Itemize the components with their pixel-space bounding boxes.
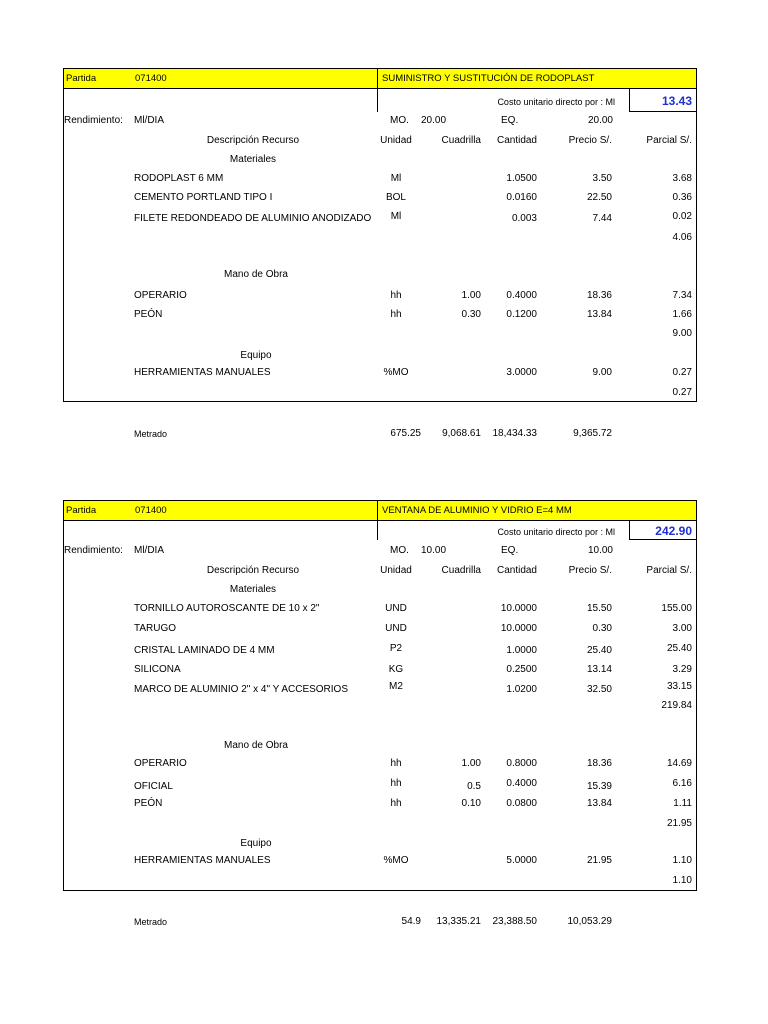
equipo-total: 0.27	[672, 387, 692, 398]
row-desc: CRISTAL LAMINADO DE 4 MM	[134, 645, 275, 656]
row-desc: PEÓN	[134, 309, 163, 320]
header-cantidad: Cantidad	[496, 565, 537, 576]
mano-total: 21.95	[666, 818, 692, 829]
partida-header	[63, 68, 697, 89]
row-cant: 0.4000	[506, 290, 537, 301]
costo-label: Costo unitario directo por : Ml	[497, 97, 615, 107]
row-precio: 18.36	[586, 758, 612, 769]
row-precio: 0.30	[592, 623, 612, 634]
header-precio: Precio S/.	[568, 565, 612, 576]
partida-body	[63, 521, 697, 891]
row-desc: CEMENTO PORTLAND TIPO I	[134, 192, 273, 203]
partida-title: SUMINISTRO Y SUSTITUCIÓN DE RODOPLAST	[382, 73, 595, 84]
row-desc: HERRAMIENTAS MANUALES	[134, 367, 271, 378]
equipo-total: 1.10	[672, 875, 692, 886]
metrado-value-4: 10,053.29	[567, 916, 612, 927]
row-cant: 1.0000	[506, 645, 537, 656]
metrado-value-2: 13,335.21	[436, 916, 481, 927]
row-unit: hh	[390, 778, 402, 789]
metrado-value-2: 9,068.61	[442, 428, 481, 439]
row-precio: 9.00	[592, 367, 612, 378]
row-cant: 10.0000	[500, 603, 537, 614]
row-desc: MARCO DE ALUMINIO 2" x 4" Y ACCESORIOS	[134, 684, 349, 695]
rendimiento-unit: Ml/DIA	[134, 545, 164, 556]
costo-value: 242.90	[655, 524, 692, 538]
row-unit: %MO	[383, 855, 409, 866]
row-parcial: 14.69	[666, 758, 692, 769]
section-materiales: Materiales	[229, 584, 277, 595]
row-precio: 15.50	[586, 603, 612, 614]
partida-code: 071400	[135, 73, 167, 84]
row-precio: 21.95	[586, 855, 612, 866]
row-desc: HERRAMIENTAS MANUALES	[134, 855, 271, 866]
header-parcial: Parcial S/.	[646, 565, 692, 576]
row-parcial: 3.68	[672, 173, 692, 184]
row-precio: 15.39	[586, 781, 612, 792]
row-cant: 1.0500	[506, 173, 537, 184]
row-cant: 0.1200	[506, 309, 537, 320]
row-cant: 10.0000	[500, 623, 537, 634]
row-parcial: 7.34	[672, 290, 692, 301]
header-unidad: Unidad	[380, 565, 412, 576]
metrado-label: Metrado	[134, 917, 168, 927]
row-cuad: 0.30	[461, 309, 481, 320]
row-precio: 13.84	[586, 309, 612, 320]
row-unit: BOL	[385, 192, 406, 203]
row-cant: 0.2500	[506, 664, 537, 675]
eq-value: 20.00	[587, 115, 613, 126]
row-unit: Ml	[390, 211, 402, 222]
header-cuadrilla: Cuadrilla	[441, 565, 481, 576]
mo-label: MO.	[390, 115, 409, 126]
section-materiales: Materiales	[229, 154, 277, 165]
materiales-total: 4.06	[672, 232, 692, 243]
header-descripcion: Descripción Recurso	[206, 135, 300, 146]
section-mano-de-obra: Mano de Obra	[224, 269, 288, 280]
header-parcial: Parcial S/.	[646, 135, 692, 146]
row-precio: 13.14	[586, 664, 612, 675]
mo-value: 10.00	[421, 545, 447, 556]
section-equipo: Equipo	[240, 350, 272, 361]
row-desc: OPERARIO	[134, 758, 187, 769]
row-parcial: 1.66	[672, 309, 692, 320]
eq-label: EQ.	[501, 115, 519, 126]
header-descripcion: Descripción Recurso	[206, 565, 300, 576]
metrado-value-3: 18,434.33	[492, 428, 537, 439]
partida-header	[63, 500, 697, 521]
row-parcial: 0.27	[672, 367, 692, 378]
row-desc: PEÓN	[134, 798, 163, 809]
row-cant: 1.0200	[506, 684, 537, 695]
row-parcial: 155.00	[661, 603, 692, 614]
row-parcial: 33.15	[666, 681, 692, 692]
row-cant: 0.8000	[506, 758, 537, 769]
partida-title: VENTANA DE ALUMINIO Y VIDRIO E=4 MM	[382, 505, 572, 516]
row-parcial: 0.02	[672, 211, 692, 222]
row-unit: UND	[385, 603, 407, 614]
row-unit: Ml	[390, 173, 402, 184]
rendimiento-unit: Ml/DIA	[134, 115, 164, 126]
costo-value: 13.43	[661, 94, 692, 108]
row-desc: TARUGO	[134, 623, 177, 634]
row-parcial: 25.40	[666, 643, 692, 654]
row-desc: OFICIAL	[134, 781, 173, 792]
mo-label: MO.	[390, 545, 409, 556]
rendimiento-label: Rendimiento:	[64, 545, 123, 556]
row-cant: 3.0000	[506, 367, 537, 378]
row-precio: 22.50	[586, 192, 612, 203]
row-unit: UND	[385, 623, 407, 634]
row-parcial: 1.11	[673, 798, 692, 809]
metrado-value-3: 23,388.50	[492, 916, 537, 927]
header-cantidad: Cantidad	[496, 135, 537, 146]
metrado-value-1: 54.9	[401, 916, 421, 927]
row-parcial: 6.16	[672, 778, 692, 789]
row-cant: 0.0800	[506, 798, 537, 809]
row-parcial: 1.10	[672, 855, 692, 866]
row-unit: P2	[389, 643, 403, 654]
row-desc: OPERARIO	[134, 290, 187, 301]
row-precio: 13.84	[586, 798, 612, 809]
header-precio: Precio S/.	[568, 135, 612, 146]
row-precio: 7.44	[592, 213, 612, 224]
row-desc: RODOPLAST 6 MM	[134, 173, 224, 184]
row-precio: 25.40	[586, 645, 612, 656]
row-unit: hh	[390, 290, 402, 301]
header-cuadrilla: Cuadrilla	[441, 135, 481, 146]
rendimiento-label: Rendimiento:	[64, 115, 123, 126]
row-unit: KG	[388, 664, 404, 675]
row-unit: hh	[390, 758, 402, 769]
eq-label: EQ.	[501, 545, 519, 556]
row-precio: 3.50	[592, 173, 612, 184]
eq-value: 10.00	[587, 545, 613, 556]
partida-label: Partida	[66, 73, 97, 84]
header-unidad: Unidad	[380, 135, 412, 146]
row-desc: SILICONA	[134, 664, 181, 675]
row-desc: TORNILLO AUTOROSCANTE DE 10 x 2"	[134, 603, 320, 614]
row-unit: hh	[390, 798, 402, 809]
row-parcial: 3.29	[672, 664, 692, 675]
metrado-value-1: 675.25	[390, 428, 421, 439]
metrado-value-4: 9,365.72	[573, 428, 612, 439]
partida-code: 071400	[135, 505, 167, 516]
row-cuad: 1.00	[461, 758, 481, 769]
row-parcial: 0.36	[672, 192, 692, 203]
row-unit: %MO	[383, 367, 409, 378]
row-cuad: 1.00	[461, 290, 481, 301]
row-unit: hh	[390, 309, 402, 320]
row-cant: 0.0160	[506, 192, 537, 203]
costo-label: Costo unitario directo por : Ml	[497, 527, 615, 537]
row-precio: 32.50	[586, 684, 612, 695]
materiales-total: 219.84	[661, 700, 692, 711]
row-desc: FILETE REDONDEADO DE ALUMINIO ANODIZADO	[134, 213, 372, 224]
row-cuad: 0.5	[467, 781, 481, 792]
row-parcial: 3.00	[672, 623, 692, 634]
section-equipo: Equipo	[240, 838, 272, 849]
mano-total: 9.00	[672, 328, 692, 339]
mo-value: 20.00	[421, 115, 447, 126]
partida-label: Partida	[66, 505, 97, 516]
metrado-label: Metrado	[134, 429, 168, 439]
section-mano-de-obra: Mano de Obra	[224, 740, 288, 751]
row-cuad: 0.10	[461, 798, 481, 809]
row-cant: 0.4000	[506, 778, 537, 789]
row-cant: 5.0000	[506, 855, 537, 866]
row-precio: 18.36	[586, 290, 612, 301]
row-unit: M2	[389, 681, 403, 692]
row-cant: 0.003	[511, 213, 537, 224]
